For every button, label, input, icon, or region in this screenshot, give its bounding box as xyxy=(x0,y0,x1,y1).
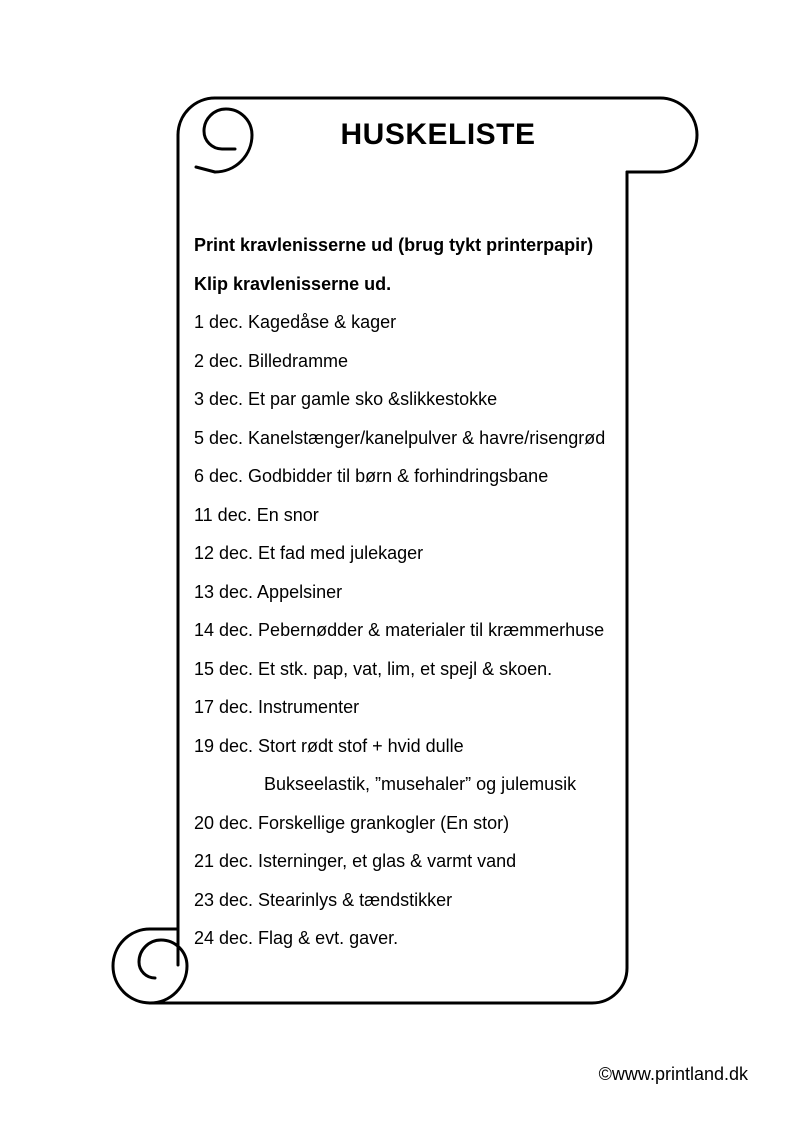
copyright-footer: ©www.printland.dk xyxy=(598,1064,748,1084)
list-item: 24 dec. Flag & evt. gaver. xyxy=(194,928,399,948)
list-item: 15 dec. Et stk. pap, vat, lim, et spejl & skoen. xyxy=(194,658,553,679)
instruction-print: Print kravlenisserne ud (brug tykt printerpapir) xyxy=(194,235,594,255)
list-item: 13 dec. Appelsiner xyxy=(194,581,343,602)
list-item: 6 dec. Godbidder til børn & forhindringsbane xyxy=(194,466,549,486)
list-item: 5 dec. Kanelstænger/kanelpulver & havre/risengrød xyxy=(194,427,606,448)
list-item: 14 dec. Pebernødder & materialer til kræmmerhuse xyxy=(194,620,605,640)
list-item: 21 dec. Isterninger, et glas & varmt vand xyxy=(194,851,517,871)
list-item: 20 dec. Forskellige grankogler (En stor) xyxy=(194,812,510,833)
instruction-cut: Klip kravlenisserne ud. xyxy=(194,273,392,294)
page-title: HUSKELISTE xyxy=(340,118,536,151)
list-item: 17 dec. Instrumenter xyxy=(194,697,360,717)
list-item: 1 dec. Kagedåse & kager xyxy=(194,312,397,332)
list-item: 3 dec. Et par gamle sko &slikkestokke xyxy=(194,389,498,409)
list-item: 12 dec. Et fad med julekager xyxy=(194,543,424,563)
list-item: 2 dec. Billedramme xyxy=(194,350,349,371)
list-item-continuation: Bukseelastik, ”musehaler” og julemusik xyxy=(264,774,577,794)
checklist xyxy=(194,226,630,958)
list-item: 23 dec. Stearinlys & tændstikker xyxy=(194,889,453,910)
list-item: 19 dec. Stort rødt stof + hvid dulle xyxy=(194,735,464,756)
list-item: 11 dec. En snor xyxy=(194,504,319,525)
